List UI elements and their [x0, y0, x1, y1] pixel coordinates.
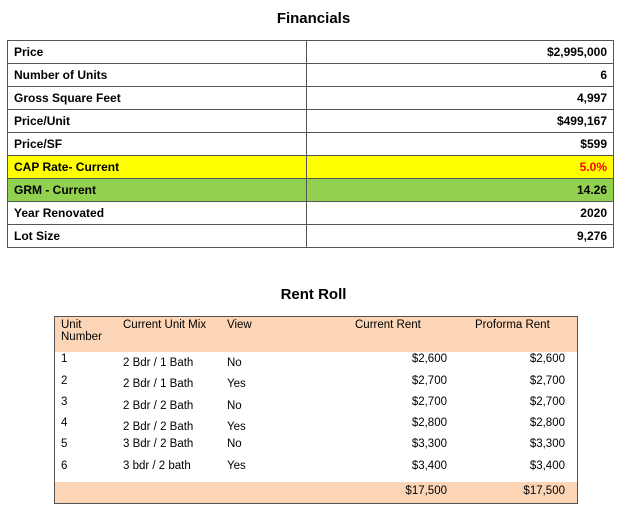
cap-rate-label: CAP Rate- Current — [8, 156, 307, 179]
gross-sqft-label: Gross Square Feet — [8, 87, 307, 110]
price-per-sf-value: $599 — [307, 133, 614, 156]
unit-view: Yes — [227, 421, 246, 433]
financials-row — [8, 202, 614, 225]
price-per-unit-label: Price/Unit — [8, 110, 307, 133]
proforma-rent-header: Proforma Rent — [475, 319, 550, 331]
lot-size-value: 9,276 — [307, 225, 614, 248]
current-rent: $2,800 — [411, 417, 447, 429]
financials-row — [8, 225, 614, 248]
financials-row — [8, 87, 614, 110]
gross-sqft-value: 4,997 — [307, 87, 614, 110]
unit-number: 5 — [61, 438, 68, 450]
proforma-rent: $3,300 — [529, 438, 565, 450]
year-renovated-value: 2020 — [307, 202, 614, 225]
unit-view: No — [227, 438, 242, 450]
unit-number: 4 — [61, 417, 68, 429]
view-header: View — [227, 319, 252, 331]
proforma-rent: $3,400 — [529, 460, 565, 472]
financials-row — [8, 110, 614, 133]
proforma-rent: $2,800 — [529, 417, 565, 429]
unit-mix: 3 Bdr / 2 Bath — [123, 438, 194, 450]
price-label: Price — [8, 41, 307, 64]
unit-view: No — [227, 400, 242, 412]
current-rent: $3,400 — [411, 460, 447, 472]
price-per-sf-label: Price/SF — [8, 133, 307, 156]
proforma-rent: $2,700 — [529, 375, 565, 387]
grm-value: 14.26 — [307, 179, 614, 202]
unit-number: 3 — [61, 396, 68, 408]
unit-view: Yes — [227, 460, 246, 472]
rent-roll-title: Rent Roll — [280, 286, 347, 303]
current-rent-header: Current Rent — [355, 319, 421, 331]
unit-number: 6 — [61, 460, 68, 472]
unit-view: Yes — [227, 378, 246, 390]
grm-row — [8, 179, 614, 202]
unit-header-line2: Number — [61, 331, 102, 343]
price-per-unit-value: $499,167 — [307, 110, 614, 133]
current-rent-total: $17,500 — [405, 485, 447, 497]
proforma-rent: $2,700 — [529, 396, 565, 408]
unit-mix: 2 Bdr / 1 Bath — [123, 357, 194, 369]
units-label: Number of Units — [8, 64, 307, 87]
financials-table — [7, 40, 614, 248]
unit-number-header — [61, 319, 102, 343]
grm-label: GRM - Current — [8, 179, 307, 202]
units-value: 6 — [307, 64, 614, 87]
unit-mix-header: Current Unit Mix — [123, 319, 207, 331]
current-rent: $2,600 — [411, 353, 447, 365]
unit-header-line1: Unit — [61, 319, 82, 331]
financials-row — [8, 41, 614, 64]
current-rent: $2,700 — [411, 396, 447, 408]
price-value: $2,995,000 — [307, 41, 614, 64]
unit-mix: 2 Bdr / 2 Bath — [123, 400, 194, 412]
current-rent: $3,300 — [411, 438, 447, 450]
rent-roll-table — [54, 316, 578, 504]
proforma-rent: $2,600 — [529, 353, 565, 365]
unit-mix: 2 Bdr / 1 Bath — [123, 378, 194, 390]
year-renovated-label: Year Renovated — [8, 202, 307, 225]
cap-rate-row — [8, 156, 614, 179]
unit-mix: 3 bdr / 2 bath — [123, 460, 191, 472]
lot-size-label: Lot Size — [8, 225, 307, 248]
unit-number: 2 — [61, 375, 68, 387]
financials-title: Financials — [276, 10, 351, 27]
unit-mix: 2 Bdr / 2 Bath — [123, 421, 194, 433]
rent-roll-header — [55, 317, 577, 352]
rent-roll-totals — [55, 482, 577, 503]
current-rent: $2,700 — [411, 375, 447, 387]
unit-number: 1 — [61, 353, 68, 365]
cap-rate-value: 5.0% — [307, 156, 614, 179]
proforma-rent-total: $17,500 — [523, 485, 565, 497]
financials-row — [8, 133, 614, 156]
unit-view: No — [227, 357, 242, 369]
financials-row — [8, 64, 614, 87]
